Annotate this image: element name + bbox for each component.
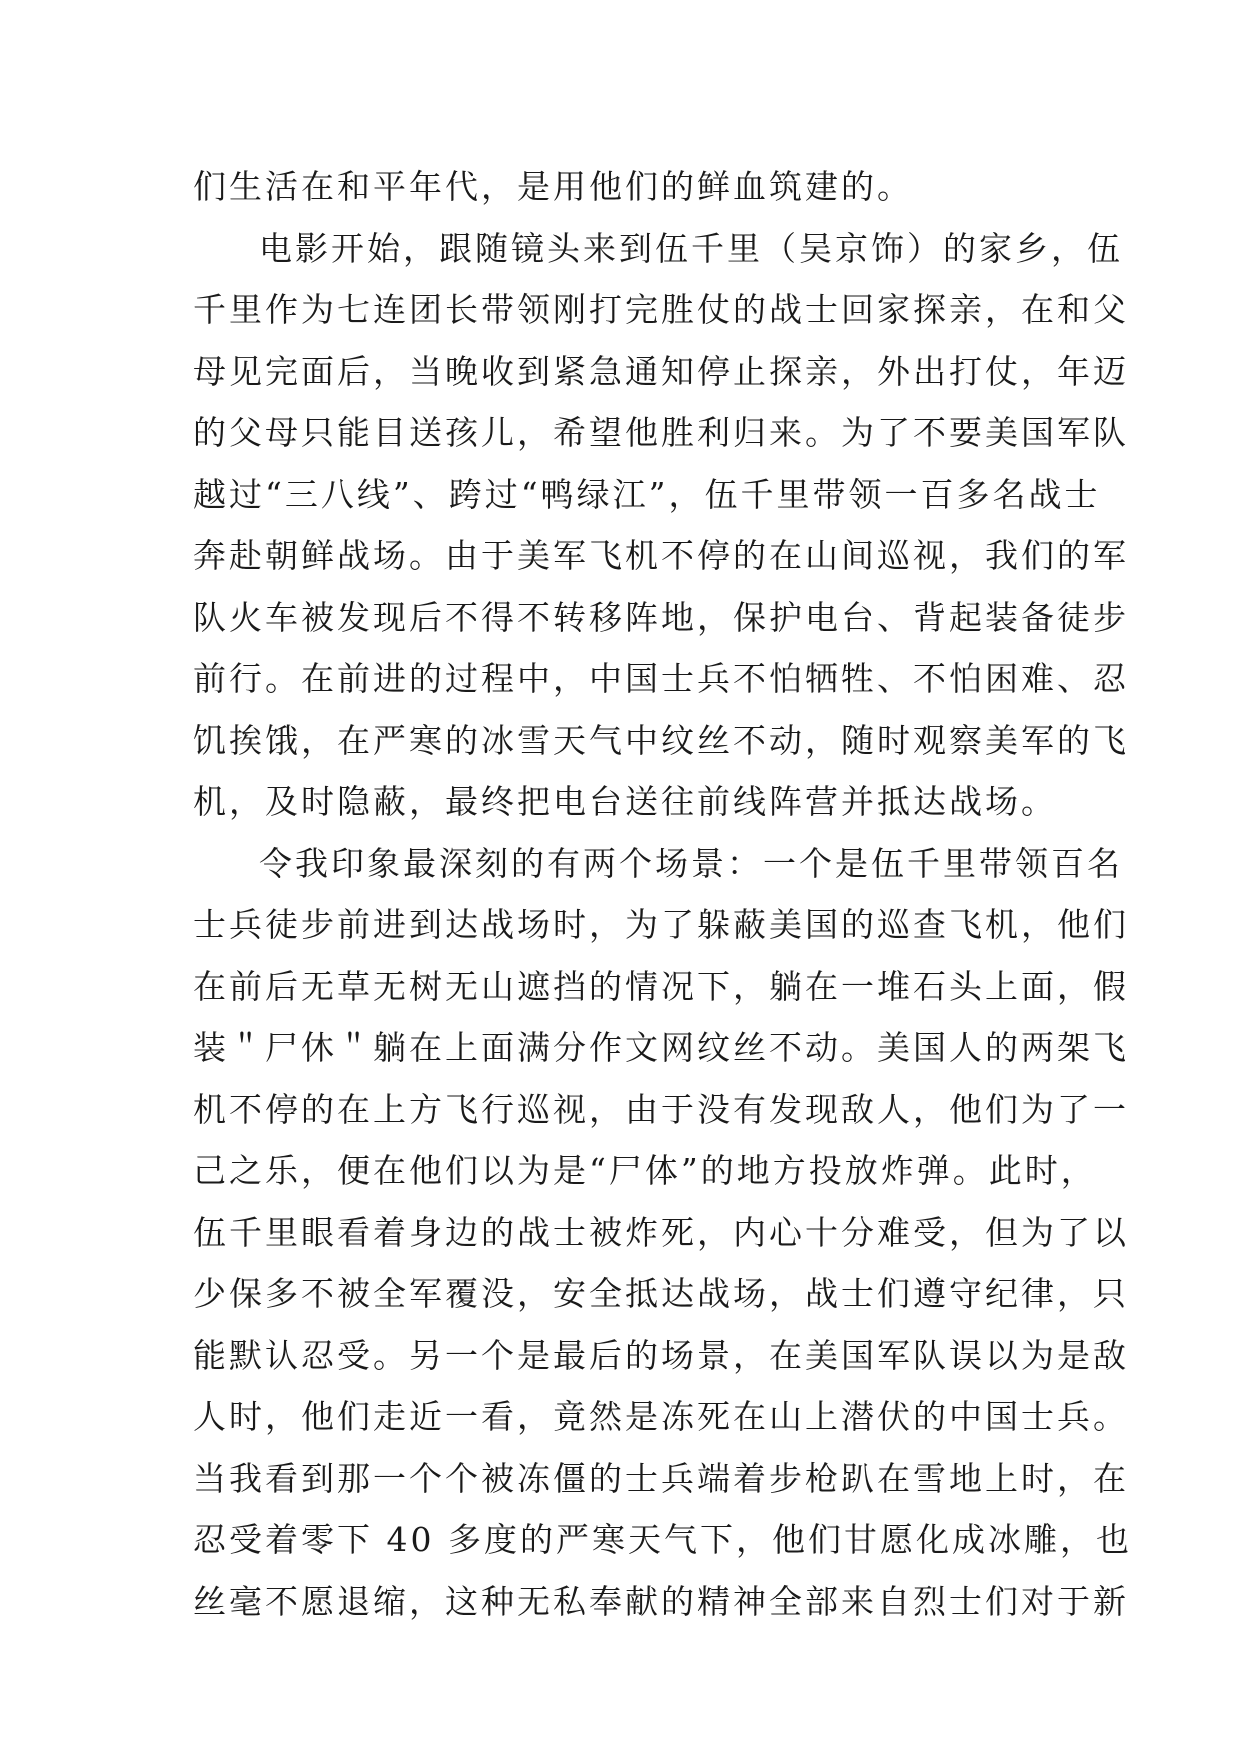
text-line: 丝毫不愿退缩，这种无私奉献的精神全部来自烈士们对于新 <box>193 1581 1129 1621</box>
text-line: 饥挨饿，在严寒的冰雪天气中纹丝不动，随时观察美军的飞 <box>193 720 1129 760</box>
text-line: 在前后无草无树无山遮挡的情况下，躺在一堆石头上面，假 <box>193 966 1129 1006</box>
text-line: 装＂尸休＂躺在上面满分作文网纹丝不动。美国人的两架飞 <box>193 1028 1129 1067</box>
text-line: 队火车被发现后不得不转移阵地，保护电台、背起装备徒步 <box>193 597 1129 637</box>
text-line: 机不停的在上方飞行巡视，由于没有发现敌人，他们为了一 <box>193 1089 1129 1129</box>
text-line: 的父母只能目送孩儿，希望他胜利归来。为了不要美国军队 <box>193 413 1129 452</box>
body-text <box>193 156 1132 1632</box>
text-line: 当我看到那一个个被冻僵的士兵端着步枪趴在雪地上时，在 <box>193 1458 1129 1498</box>
text-line: 少保多不被全军覆没，安全抵达战场，战士们遵守纪律，只 <box>193 1274 1129 1313</box>
text-line: 机，及时隐蔽，最终把电台送往前线阵营并抵达战场。 <box>193 782 1057 821</box>
text-line: 忍受着零下 40 多度的严寒天气下，他们甘愿化成冰雕，也 <box>193 1520 1132 1559</box>
text-line: 千里作为七连团长带领刚打完胜仗的战士回家探亲，在和父 <box>193 290 1129 329</box>
text-line: 越过“三八线”、跨过“鸭绿江”，伍千里带领一百多名战士 <box>193 474 1101 514</box>
paragraph-first-line: 电影开始，跟随镜头来到伍千里（吴京饰）的家乡，伍 <box>259 228 1123 268</box>
text-line: 伍千里眼看着身边的战士被炸死，内心十分难受，但为了以 <box>193 1212 1129 1252</box>
paragraph-first-line: 令我印象最深刻的有两个场景：一个是伍千里带领百名 <box>259 843 1123 883</box>
text-line: 前行。在前进的过程中，中国士兵不怕牺牲、不怕困难、忍 <box>193 659 1129 698</box>
text-line: 己之乐，便在他们以为是“尸体”的地方投放炸弹。此时， <box>193 1151 1097 1190</box>
text-line: 能默认忍受。另一个是最后的场景，在美国军队误以为是敌 <box>193 1335 1129 1375</box>
text-line: 奔赴朝鲜战场。由于美军飞机不停的在山间巡视，我们的军 <box>193 536 1129 575</box>
text-line: 人时，他们走近一看，竟然是冻死在山上潜伏的中国士兵。 <box>193 1397 1129 1436</box>
text-line: 母见完面后，当晚收到紧急通知停止探亲，外出打仗，年迈 <box>193 351 1129 391</box>
text-line: 士兵徒步前进到达战场时，为了躲蔽美国的巡查飞机，他们 <box>193 905 1129 944</box>
text-line: 们生活在和平年代，是用他们的鲜血筑建的。 <box>193 167 913 206</box>
